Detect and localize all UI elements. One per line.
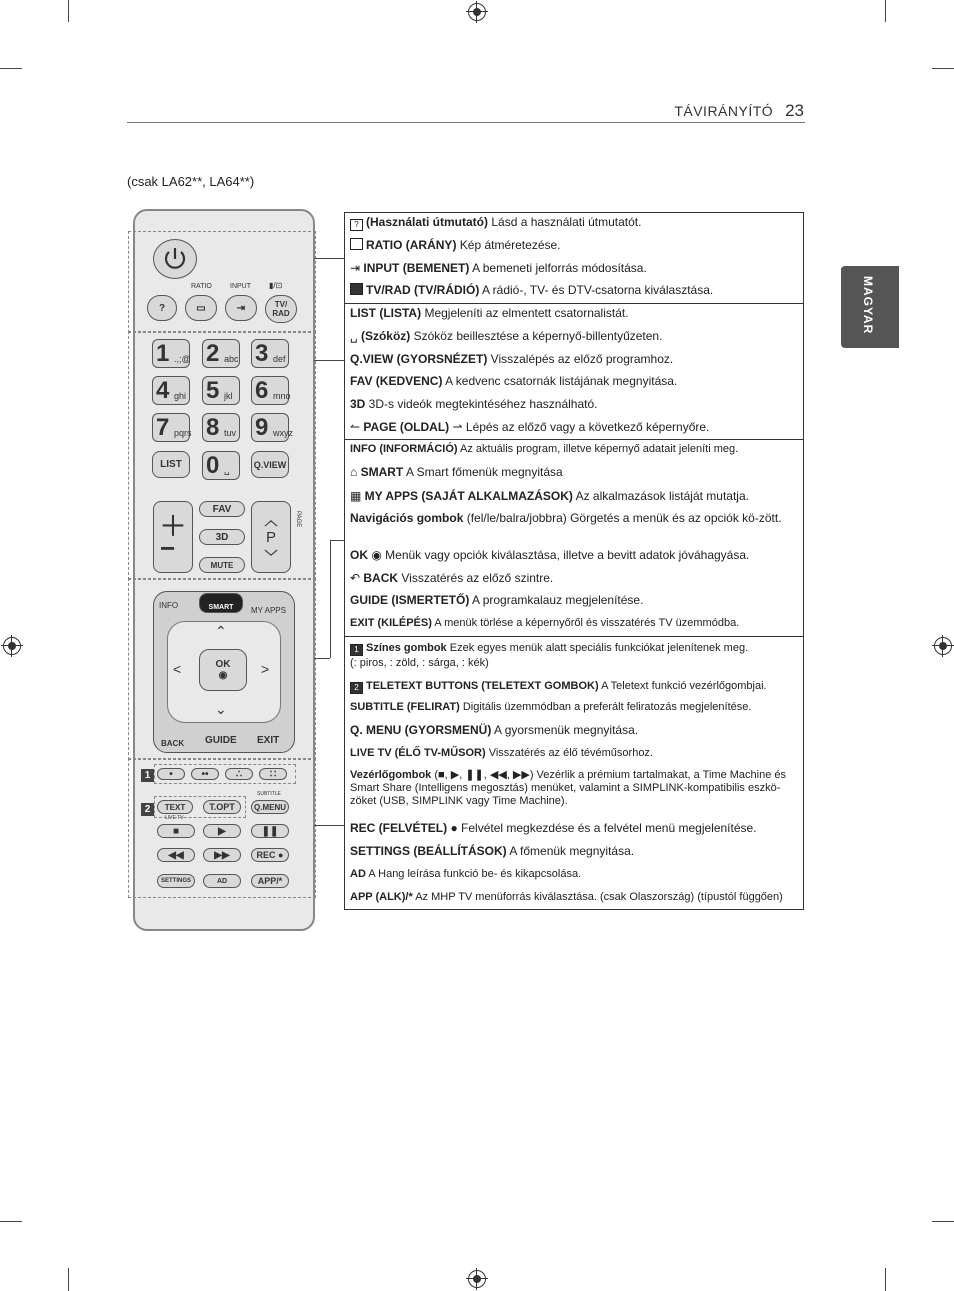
badge-1: 1	[141, 769, 154, 782]
desc-line: 1 Színes gombok Ezek egyes menük alatt speciális funkciókat jelenítenek meg.	[350, 642, 798, 656]
nav-down-icon: ⌄	[215, 701, 227, 717]
text-button: TEXT	[157, 800, 193, 814]
desc-line: (: piros, : zöld, : sárga, : kék)	[350, 657, 489, 669]
back-label: BACK	[161, 739, 185, 748]
desc-line: ⌂ SMART A Smart főmenük megnyitása	[350, 465, 563, 479]
desc-line: LIVE TV (ÉLŐ TV-MŰSOR) Visszatérés az élő tévéműsorhoz.	[350, 747, 653, 759]
crop-mark	[885, 1268, 886, 1291]
leader-line	[314, 360, 344, 361]
rec-button: REC ●	[251, 848, 289, 862]
language-tab	[841, 266, 899, 348]
forward-button: ▶▶	[203, 848, 241, 862]
leader-line	[330, 540, 344, 541]
qmenu-button: Q.MENU	[251, 800, 289, 814]
crop-mark	[68, 1268, 69, 1291]
desc-line: Q. MENU (GYORSMENÜ) A gyorsmenük megnyitása.	[350, 723, 639, 737]
registration-mark-icon	[468, 3, 486, 21]
program-rocker: ︿ P ﹀	[251, 501, 291, 573]
input-button: ⇥	[225, 295, 257, 321]
page-number: 23	[785, 101, 804, 120]
topt-button: T.OPT	[203, 800, 241, 814]
teletext-buttons-outline	[154, 796, 246, 818]
desc-line: FAV (KEDVENC) A kedvenc csatornák listájának megnyitása.	[350, 374, 678, 388]
ratio-label: RATIO	[191, 283, 212, 290]
qview-button: Q.VIEW	[251, 451, 289, 478]
page-header	[674, 101, 804, 121]
color-button-blue: ∷	[259, 768, 287, 780]
fav-button: FAV	[199, 501, 245, 517]
mute-button: MUTE	[199, 557, 245, 573]
desc-line: Vezérlőgombok (■, ▶, ❚❚, ◀◀, ▶▶) Vezérlik a prémium tartalmakat, a Time Machine és Smart Share (Intelligens megosztás) menüket, valamint a SIMPLINK-kompatibilis eszkö-zöket (USB, SIMPLINK vagy Time Machine).	[350, 769, 786, 807]
info-label: INFO	[159, 601, 179, 610]
header-divider	[127, 122, 805, 123]
input-label: INPUT	[230, 283, 251, 290]
desc-line: SETTINGS (BEÁLLÍTÁSOK) A főmenük megnyitása.	[350, 844, 635, 858]
remote-group-3	[128, 578, 316, 760]
myapps-label: MY APPS	[251, 606, 286, 615]
number-key: 1 .,;@	[152, 339, 190, 368]
desc-line: EXIT (KILÉPÉS) A menük törlése a képernyőről és visszatérés TV üzemmódba.	[350, 617, 740, 629]
list-button: LIST	[152, 451, 190, 478]
volume-rocker: ＋ −	[153, 501, 193, 573]
ratio-button: ▭	[185, 295, 217, 321]
section-divider	[345, 439, 803, 440]
remote-group-2	[128, 331, 316, 580]
manual-button: ?	[147, 295, 177, 321]
subtitle-label: SUBTITLE	[257, 791, 281, 797]
color-buttons-outline	[154, 764, 296, 784]
guide-label: GUIDE	[205, 735, 237, 746]
desc-line: 2 TELETEXT BUTTONS (TELETEXT GOMBOK) A Teletext funkció vezérlőgombjai.	[350, 680, 798, 694]
crop-mark	[0, 68, 22, 69]
desc-line: LIST (LISTA) Megjeleníti az elmentett csatornalistát.	[350, 306, 629, 320]
ad-button: AD	[203, 874, 241, 888]
desc-line: SUBTITLE (FELIRAT) Digitális üzemmódban a preferált feliratozás megjelenítése.	[350, 701, 752, 713]
crop-mark	[932, 68, 954, 69]
nav-up-icon: ⌃	[215, 623, 227, 639]
crop-mark	[932, 1221, 954, 1222]
number-key: 9 wxyz	[251, 413, 289, 442]
pause-button: ❚❚	[251, 824, 289, 838]
desc-line: INFO (INFORMÁCIÓ) Az aktuális program, illetve képernyő adatait jeleníti meg.	[350, 443, 739, 455]
remote-group-1	[128, 231, 316, 333]
smart-button: SMART	[199, 593, 243, 613]
badge-2: 2	[141, 803, 154, 816]
zero-key: 0 ␣	[202, 451, 240, 480]
number-key: 8 tuv	[202, 413, 240, 442]
page-label: PAGE	[295, 511, 301, 528]
number-key: 2 abc	[202, 339, 240, 368]
desc-line: RATIO (ARÁNY) Kép átméretezése.	[350, 238, 798, 253]
desc-line: REC (FELVÉTEL) ● Felvétel megkezdése és a felvétel menü megjelenítése.	[350, 821, 757, 835]
leader-line	[314, 825, 344, 826]
settings-button: SETTINGS	[157, 874, 195, 888]
color-button-red: •	[157, 768, 185, 780]
stop-button: ■	[157, 824, 195, 838]
number-key: 3 def	[251, 339, 289, 368]
leader-line	[330, 540, 331, 658]
desc-line: GUIDE (ISMERTETŐ) A programkalauz megjelenítése.	[350, 593, 644, 607]
nav-left-icon: <	[173, 661, 182, 677]
leader-line	[314, 658, 330, 659]
app-button: APP/*	[251, 874, 289, 888]
rewind-button: ◀◀	[157, 848, 195, 862]
desc-line: TV/RAD (TV/RÁDIÓ) A rádió-, TV- és DTV-csatorna kiválasztása.	[350, 283, 798, 298]
desc-line: ↶ BACK Visszatérés az előző szintre.	[350, 571, 554, 585]
tvrad-label-icon: ▮/⊡	[269, 281, 283, 290]
desc-line: ⇥ INPUT (BEMENET) A bemeneti jelforrás módosítása.	[350, 261, 647, 275]
number-key: 7 pqrs	[152, 413, 190, 442]
desc-line: ▦ MY APPS (SAJÁT ALKALMAZÁSOK) Az alkalmazások listáját mutatja.	[350, 489, 749, 503]
models-note: (csak LA62**, LA64**)	[127, 174, 255, 189]
crop-mark	[885, 0, 886, 22]
desc-line: OK ◉ Menük vagy opciók kiválasztása, illetve a bevitt adatok jóváhagyása.	[350, 548, 750, 562]
crop-mark	[68, 0, 69, 22]
ok-button: OK ◉	[199, 649, 247, 691]
play-button: ▶	[203, 824, 241, 838]
number-key: 6 mno	[251, 376, 289, 405]
desc-line: Navigációs gombok (fel/le/balra/jobbra) Görgetés a menük és az opciók kö-zött.	[350, 511, 782, 525]
language-tab-label: MAGYAR	[861, 276, 875, 335]
desc-line: AD A Hang leírása funkció be- és kikapcsolása.	[350, 868, 582, 880]
number-key: 5 jkl	[202, 376, 240, 405]
tvrad-button: TV/ RAD	[265, 295, 297, 323]
desc-line: 3D 3D-s videók megtekintéséhez használható.	[350, 397, 598, 411]
color-button-green: ••	[191, 768, 219, 780]
desc-line: ␣ (Szóköz) Szóköz beillesztése a képernyő-billentyűzeten.	[350, 329, 663, 343]
number-key: 4 ghi	[152, 376, 190, 405]
section-divider	[345, 636, 803, 637]
exit-label: EXIT	[257, 735, 280, 746]
desc-line: APP (ALK)/* Az MHP TV menüforrás kiválasztása. (csak Olaszország) (típustól függően)	[350, 891, 783, 903]
registration-mark-icon	[468, 1270, 486, 1288]
color-button-yellow: ∴	[225, 768, 253, 780]
leader-line	[314, 258, 344, 259]
description-table	[344, 212, 804, 910]
three-d-button: 3D	[199, 529, 245, 545]
desc-line: Q.VIEW (GYORSNÉZET) Visszalépés az előző programhoz.	[350, 352, 674, 366]
livetv-label: LIVE TV	[165, 815, 184, 821]
nav-right-icon: >	[261, 661, 270, 677]
crop-mark	[0, 1221, 22, 1222]
desc-line: ↼ PAGE (OLDAL) ⇀ Lépés az előző vagy a következő képernyőre.	[350, 420, 710, 434]
header-title: TÁVIRÁNYÍTÓ	[674, 103, 774, 119]
desc-line: ? (Használati útmutató) Lásd a használati útmutatót.	[350, 215, 798, 231]
registration-mark-icon	[934, 637, 952, 655]
registration-mark-icon	[3, 637, 21, 655]
section-divider	[345, 303, 803, 304]
